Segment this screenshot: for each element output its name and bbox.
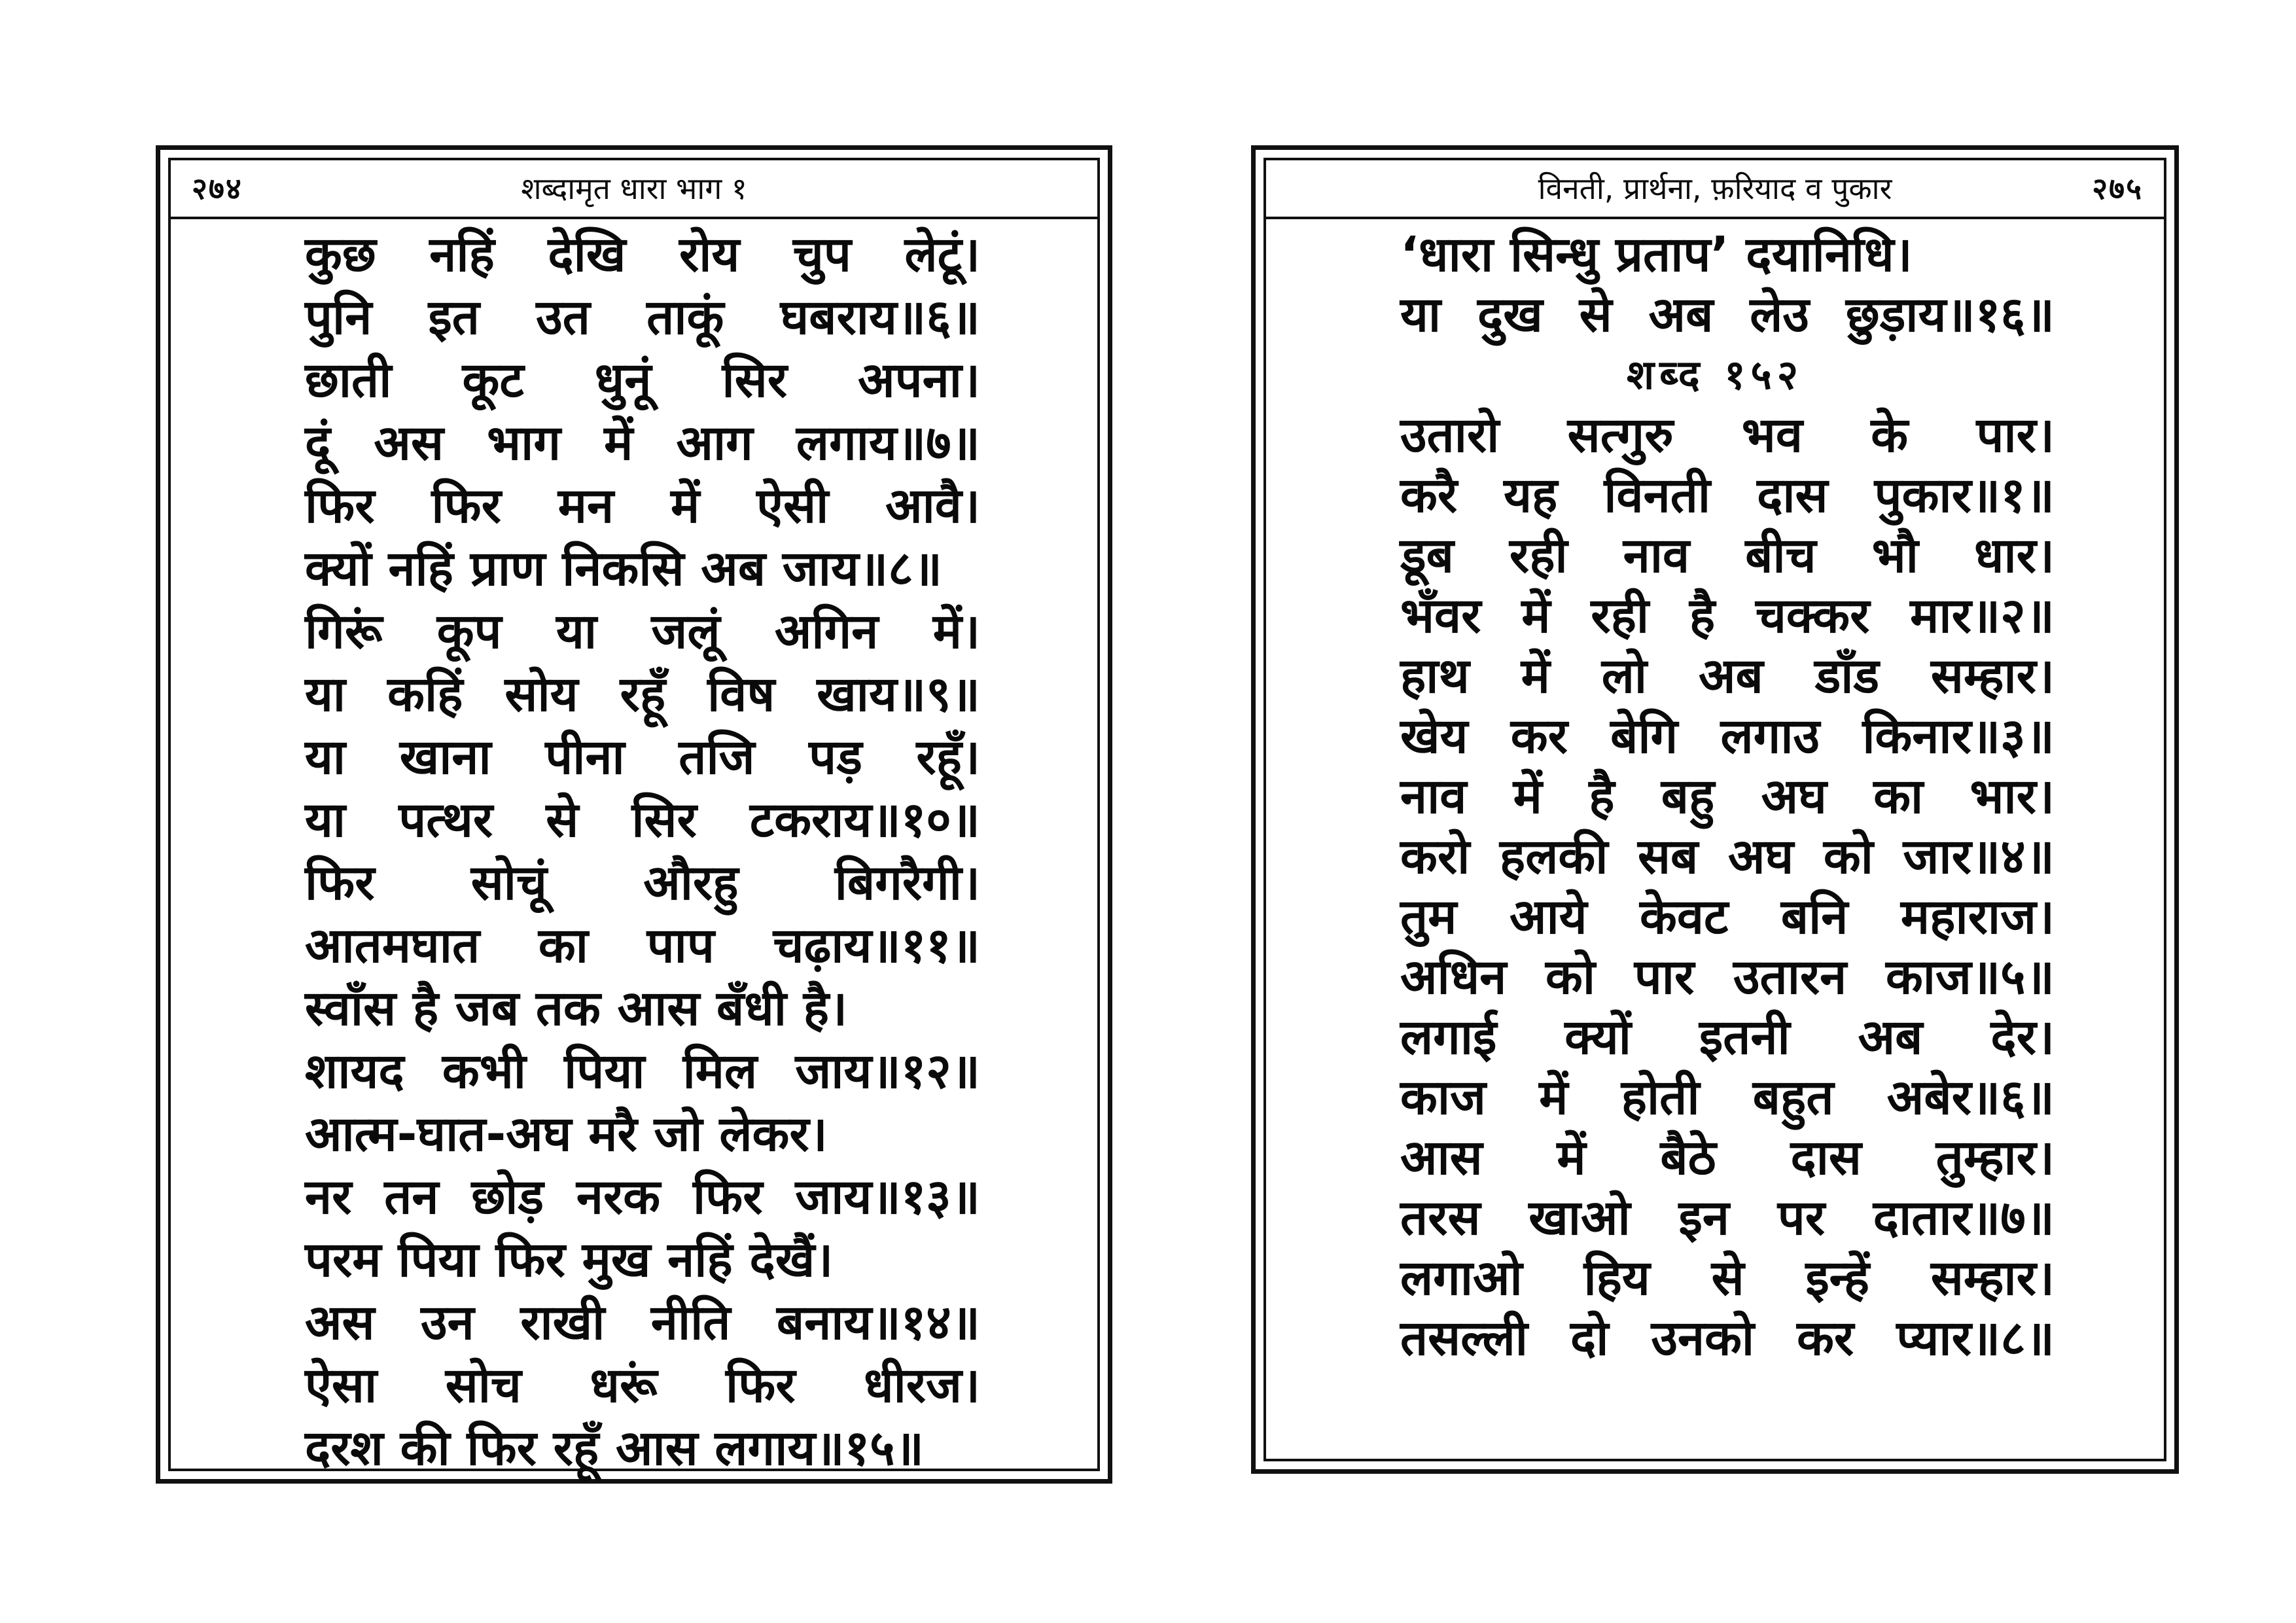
verse-line: तुम आये केवट बनि महाराज। bbox=[1400, 889, 2055, 945]
verse-line: छाती कूट धुनूं सिर अपना। bbox=[305, 352, 980, 408]
right-page bbox=[1251, 145, 2179, 1474]
verse-line: उतारो सत्गुरु भव के पार। bbox=[1400, 407, 2055, 463]
verse-line: तरस खाओ इन पर दातार॥७॥ bbox=[1400, 1190, 2055, 1246]
right-page-frame bbox=[1263, 158, 2166, 1461]
verse-line: ऐसा सोच धरूं फिर धीरज। bbox=[305, 1357, 980, 1414]
verse-line: या दुख से अब लेउ छुड़ाय॥१६॥ bbox=[1400, 287, 2055, 343]
verse-line: गिरूं कूप या जलूं अगिन में। bbox=[305, 603, 980, 660]
right-page-running-title: विनती, प्रार्थना, फ़रियाद व पुकार bbox=[1538, 171, 1892, 206]
verse-line: या खाना पीना तजि पड़ रहूँ। bbox=[305, 729, 980, 785]
verse-line: तसल्ली दो उनको कर प्यार॥८॥ bbox=[1400, 1310, 2055, 1366]
verse-line: शायद कभी पिया मिल जाय॥१२॥ bbox=[305, 1043, 980, 1099]
verse-line: कुछ नहिं देखि रोय चुप लेटूं। bbox=[305, 226, 980, 283]
verse-line: क्यों नहिं प्राण निकसि अब जाय॥८॥ bbox=[305, 541, 942, 597]
right-page-header bbox=[1266, 160, 2164, 219]
verse-line: आस में बैठे दास तुम्हार। bbox=[1400, 1130, 2055, 1186]
left-page-frame bbox=[168, 158, 1100, 1476]
verse-line: दूं अस भाग में आग लगाय॥७॥ bbox=[305, 415, 980, 471]
verse-line: आत्म-घात-अघ मरै जो लेकर। bbox=[305, 1106, 828, 1162]
verse-line: खेय कर बेगि लगाउ किनार॥३॥ bbox=[1400, 708, 2055, 764]
verse-line: करै यह विनती दास पुकार॥१॥ bbox=[1400, 467, 2055, 524]
verse-line: हाथ में लो अब डाँड सम्हार। bbox=[1400, 648, 2055, 704]
verse-line: लगाओ हिय से इन्हें सम्हार। bbox=[1400, 1250, 2055, 1306]
verse-line: परम पिया फिर मुख नहिं देखैं। bbox=[305, 1232, 834, 1288]
shabd-heading: शब्द १५२ bbox=[1626, 351, 1804, 399]
verse-line: या कहिं सोय रहूँ विष खाय॥९॥ bbox=[305, 666, 980, 722]
verse-line: स्वाँस है जब तक आस बँधी है। bbox=[305, 980, 848, 1037]
verse-line: फिर फिर मन में ऐसी आवै। bbox=[305, 478, 980, 534]
verse-line: काज में होती बहुत अबेर॥६॥ bbox=[1400, 1069, 2055, 1126]
verse-line: करो हलकी सब अघ को जार॥४॥ bbox=[1400, 829, 2055, 885]
verse-line: डूब रही नाव बीच भौ धार। bbox=[1400, 527, 2055, 584]
left-page-header bbox=[171, 160, 1097, 219]
verse-line: नाव में है बहु अघ का भार। bbox=[1400, 768, 2055, 825]
verse-line: अधिन को पार उतारन काज॥५॥ bbox=[1400, 949, 2055, 1005]
verse-line: पुनि इत उत ताकूं घबराय॥६॥ bbox=[305, 289, 980, 346]
verse-line: या पत्थर से सिर टकराय॥१०॥ bbox=[305, 792, 980, 848]
verse-line: अस उन राखी नीति बनाय॥१४॥ bbox=[305, 1294, 980, 1351]
verse-line: दरश की फिर रहूँ आस लगाय॥१५॥ bbox=[305, 1420, 924, 1476]
verse-line: भँवर में रही है चक्कर मार॥२॥ bbox=[1400, 588, 2055, 644]
verse-line: आतमघात का पाप चढ़ाय॥११॥ bbox=[305, 918, 980, 974]
verse-line: लगाई क्यों इतनी अब देर। bbox=[1400, 1009, 2055, 1065]
verse-line: फिर सोचूं औरहु बिगरैगी। bbox=[305, 855, 980, 911]
verse-line: नर तन छोड़ नरक फिर जाय॥१३॥ bbox=[305, 1169, 980, 1225]
left-page bbox=[156, 145, 1112, 1484]
verse-line: ‘धारा सिन्धु प्रताप’ दयानिधि। bbox=[1400, 226, 1913, 283]
right-page-number: २७५ bbox=[2092, 171, 2143, 206]
left-page-number: २७४ bbox=[192, 171, 243, 206]
left-page-running-title: शब्दामृत धारा भाग १ bbox=[521, 171, 747, 206]
